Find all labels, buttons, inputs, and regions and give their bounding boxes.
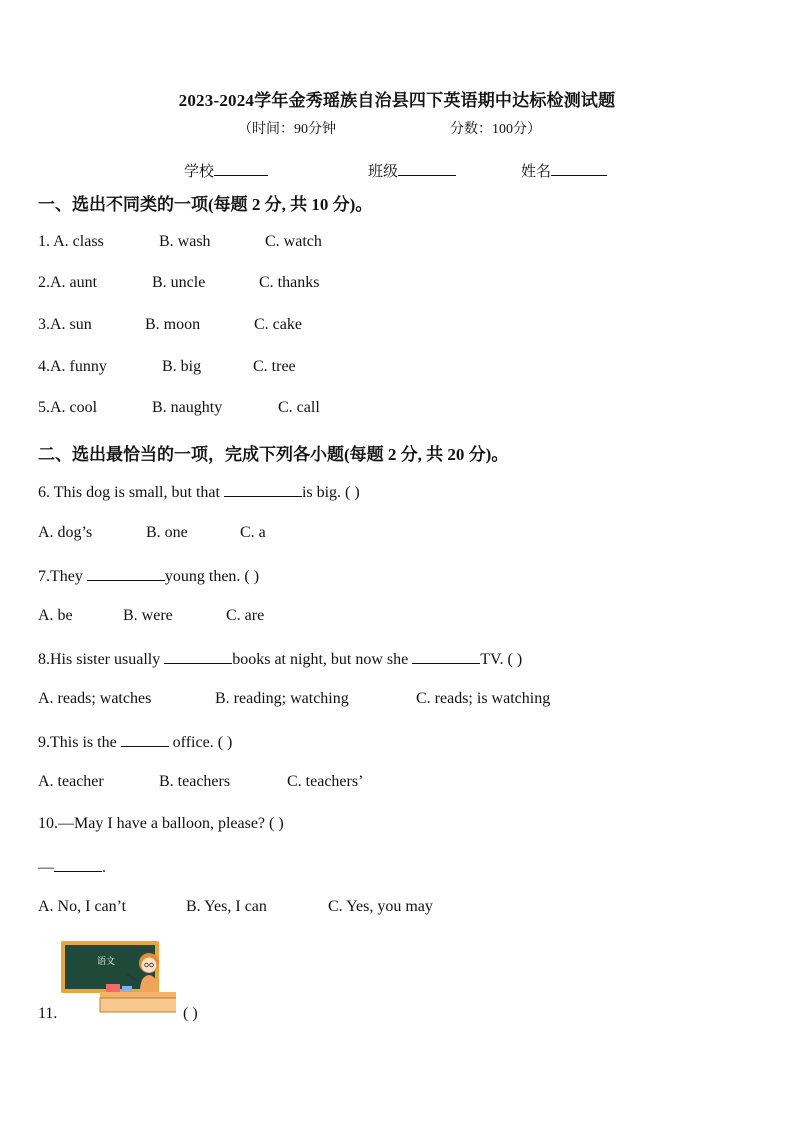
q10-option-c[interactable]: C. Yes, you may bbox=[328, 898, 433, 915]
q6-stem-end: is big. ( ) bbox=[301, 484, 360, 501]
q1-option-b[interactable]: B. wash bbox=[159, 233, 211, 250]
q6-option-c[interactable]: C. a bbox=[240, 524, 266, 541]
question-3 bbox=[38, 316, 302, 334]
school-field[interactable] bbox=[184, 160, 268, 181]
question-7-stem bbox=[38, 566, 259, 586]
question-9-stem bbox=[38, 732, 232, 752]
q11-answer-paren[interactable]: ( ) bbox=[183, 1005, 198, 1022]
question-10-reply bbox=[38, 857, 106, 877]
question-5 bbox=[38, 399, 320, 417]
page-title: 2023-2024学年金秀瑶族自治县四下英语期中达标检测试题 bbox=[178, 91, 616, 110]
question-6-stem bbox=[38, 482, 360, 502]
q9-stem-end: office. ( ) bbox=[168, 734, 233, 751]
question-10-stem: 10.—May I have a balloon, please? ( ) bbox=[38, 815, 284, 832]
q6-stem-start: 6. This dog is small, but that bbox=[38, 484, 224, 501]
q4-option-c[interactable]: C. tree bbox=[253, 358, 296, 375]
question-10-options bbox=[38, 898, 433, 916]
q8-blank-2[interactable] bbox=[412, 649, 480, 664]
q7-blank[interactable] bbox=[87, 566, 165, 581]
q4-option-b[interactable]: B. big bbox=[162, 358, 202, 375]
q7-option-b[interactable]: B. were bbox=[123, 607, 173, 624]
time-limit: （时间：90分钟 bbox=[238, 122, 336, 137]
name-blank[interactable] bbox=[551, 161, 607, 176]
q9-blank[interactable] bbox=[121, 732, 169, 747]
q10-option-b[interactable]: B. Yes, I can bbox=[186, 898, 267, 915]
q10-reply-dash: — bbox=[38, 859, 54, 876]
question-1 bbox=[38, 233, 322, 251]
q7-stem-start: 7.They bbox=[38, 568, 87, 585]
q5-option-c[interactable]: C. call bbox=[278, 399, 320, 416]
school-blank[interactable] bbox=[214, 161, 268, 176]
q3-option-a[interactable]: 3.A. sun bbox=[38, 316, 92, 333]
question-11 bbox=[38, 1005, 198, 1023]
question-8-stem bbox=[38, 649, 522, 669]
q4-option-a[interactable]: 4.A. funny bbox=[38, 358, 107, 375]
book-icon bbox=[106, 984, 120, 992]
question-6-options bbox=[38, 524, 266, 542]
q8-option-a[interactable]: A. reads; watches bbox=[38, 690, 152, 707]
q9-option-b[interactable]: B. teachers bbox=[159, 773, 231, 790]
q6-option-b[interactable]: B. one bbox=[146, 524, 188, 541]
q3-option-c[interactable]: C. cake bbox=[254, 316, 302, 333]
q6-blank[interactable] bbox=[224, 482, 302, 497]
q2-option-c[interactable]: C. thanks bbox=[259, 274, 320, 291]
q8-option-c[interactable]: C. reads; is watching bbox=[416, 690, 551, 707]
question-9-options bbox=[38, 773, 363, 791]
q9-option-c[interactable]: C. teachers’ bbox=[287, 773, 364, 790]
q7-option-c[interactable]: C. are bbox=[226, 607, 265, 624]
q7-stem-end: young then. ( ) bbox=[164, 568, 260, 585]
book-icon-2 bbox=[122, 986, 132, 992]
class-label: 班级 bbox=[368, 164, 399, 180]
q3-option-b[interactable]: B. moon bbox=[145, 316, 201, 333]
question-4 bbox=[38, 358, 296, 376]
total-score: 分数：100分） bbox=[450, 122, 541, 137]
q9-stem-start: 9.This is the bbox=[38, 734, 121, 751]
q2-option-a[interactable]: 2.A. aunt bbox=[38, 274, 98, 291]
q1-option-c[interactable]: C. watch bbox=[265, 233, 322, 250]
q10-option-a[interactable]: A. No, I can’t bbox=[38, 898, 127, 915]
teacher-face bbox=[142, 958, 157, 973]
section-1-heading: 一、选出不同类的一项(每题 2 分, 共 10 分)。 bbox=[38, 195, 373, 214]
q8-stem-start: 8.His sister usually bbox=[38, 651, 165, 668]
desk-top bbox=[100, 992, 176, 998]
question-2 bbox=[38, 274, 319, 292]
q8-stem-middle: books at night, but now she bbox=[232, 651, 413, 668]
q8-option-b[interactable]: B. reading; watching bbox=[215, 690, 349, 707]
q10-reply-end: . bbox=[102, 859, 106, 876]
name-label: 姓名 bbox=[521, 164, 552, 180]
q10-blank[interactable] bbox=[54, 857, 102, 872]
q7-option-a[interactable]: A. be bbox=[38, 607, 73, 624]
question-7-options bbox=[38, 607, 264, 625]
name-field[interactable] bbox=[521, 160, 607, 181]
section-2-heading: 二、选出最恰当的一项，完成下列各小题(每题 2 分, 共 20 分)。 bbox=[38, 445, 509, 464]
question-8-options bbox=[38, 690, 550, 708]
board-text: 语文 bbox=[96, 957, 116, 967]
q2-option-b[interactable]: B. uncle bbox=[152, 274, 206, 291]
class-blank[interactable] bbox=[398, 161, 456, 176]
q5-option-b[interactable]: B. naughty bbox=[152, 399, 223, 416]
q5-option-a[interactable]: 5.A. cool bbox=[38, 399, 98, 416]
school-label: 学校 bbox=[184, 164, 215, 180]
q8-blank-1[interactable] bbox=[164, 649, 232, 664]
q9-option-a[interactable]: A. teacher bbox=[38, 773, 104, 790]
exam-meta bbox=[238, 118, 541, 138]
q11-number: 11. bbox=[38, 1005, 58, 1022]
q1-option-a[interactable]: 1. A. class bbox=[38, 233, 104, 250]
q6-option-a[interactable]: A. dog’s bbox=[38, 524, 93, 541]
q8-stem-end: TV. ( ) bbox=[480, 651, 523, 668]
class-field[interactable] bbox=[368, 160, 456, 181]
